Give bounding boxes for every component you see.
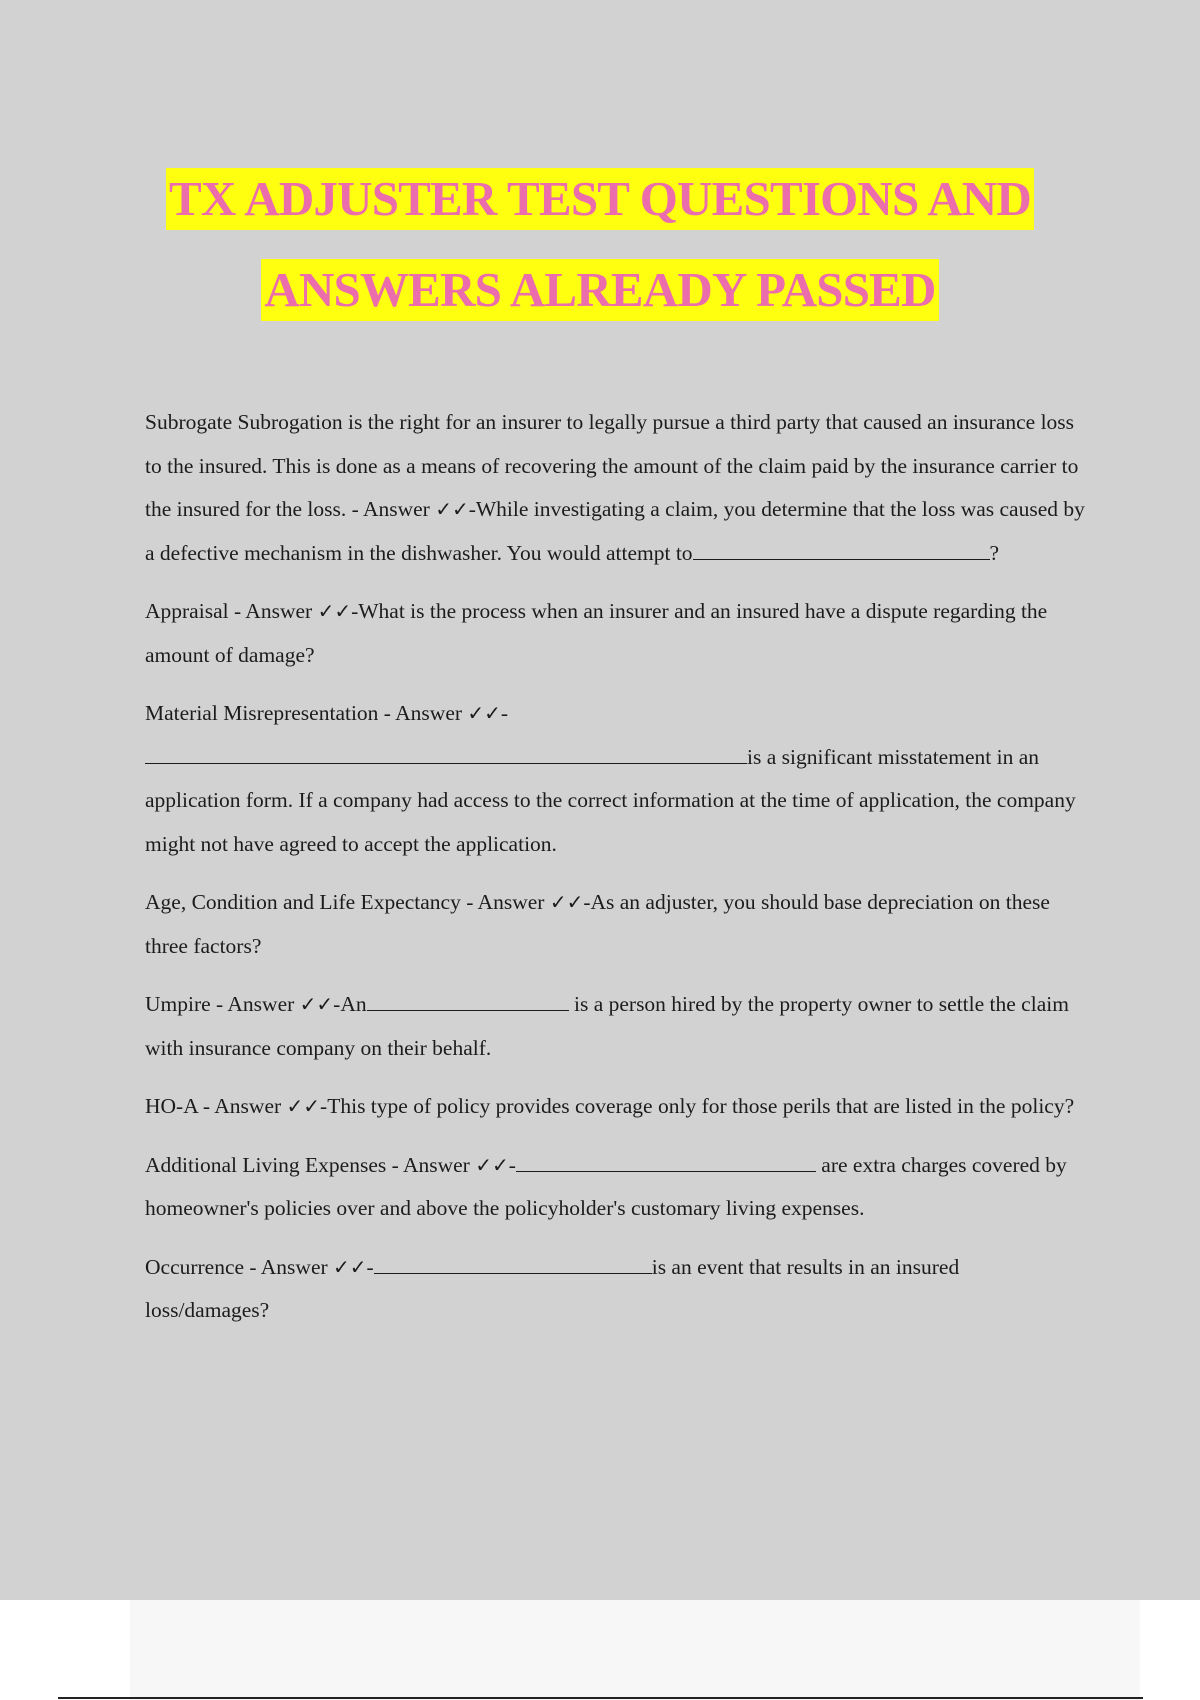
answer-blank [374,1253,652,1274]
qa-item-age-condition: Age, Condition and Life Expectancy - Answer ✓✓-As an adjuster, you should base depreciation on these three factors? [145,890,1050,958]
double-check-icon: ✓✓ [286,1094,321,1118]
qa-list [145,401,1085,1333]
answer-blank [516,1151,816,1172]
qa-item-material-misrepresentation: Material Misrepresentation - Answer ✓✓- is a significant misstatement in an application form. If a company had access to the correct information at the time of application, the company might not have agreed to accept the application. [145,701,1076,856]
double-check-icon: ✓✓ [475,1152,509,1177]
double-check-icon: ✓✓ [317,599,352,623]
answer-blank [693,539,990,560]
qa-item-ho-a: HO-A - Answer ✓✓-This type of policy provides coverage only for those perils that are listed in the policy? [145,1094,1075,1118]
double-check-icon: ✓✓ [549,890,584,914]
qa-item-umpire: Umpire - Answer ✓✓-An is a person hired by the property owner to settle the claim with insurance company on their behalf. [145,992,1069,1060]
double-check-icon: ✓✓ [299,992,334,1016]
answer-blank [145,743,747,764]
title-line-1: TX ADJUSTER TEST QUESTIONS AND [166,168,1034,230]
title-line-2: ANSWERS ALREADY PASSED [261,259,938,321]
answer-blank [367,990,569,1011]
double-check-icon: ✓✓ [435,497,469,521]
double-check-icon: ✓✓ [333,1254,367,1279]
page-divider [58,1697,1143,1699]
qa-item-appraisal: Appraisal - Answer ✓✓-What is the process when an insurer and an insured have a dispute regarding the amount of damage? [145,599,1048,667]
double-check-icon: ✓✓ [467,701,501,725]
qa-item-occurrence: Occurrence - Answer ✓✓- is an event that results in an insured loss/damages? [145,1254,960,1322]
next-page-preview [130,1600,1140,1700]
qa-item-subrogation: Subrogate Subrogation is the right for an insurer to legally pursue a third party that caused an insurance loss to the insured. This is done as a means of recovering the amount of the claim paid by the insurance carrier to the insured for the loss. - Answer ✓✓-While investigating a claim, you determine that the loss was caused by a defective mechanism in the dishwasher. You would attempt to ? [145,410,1085,565]
document-title [0,168,1200,350]
qa-item-additional-living-expenses: Additional Living Expenses - Answer ✓✓- are extra charges covered by homeowner's policies over and above the policyholder's customary living expenses. [145,1152,1067,1220]
